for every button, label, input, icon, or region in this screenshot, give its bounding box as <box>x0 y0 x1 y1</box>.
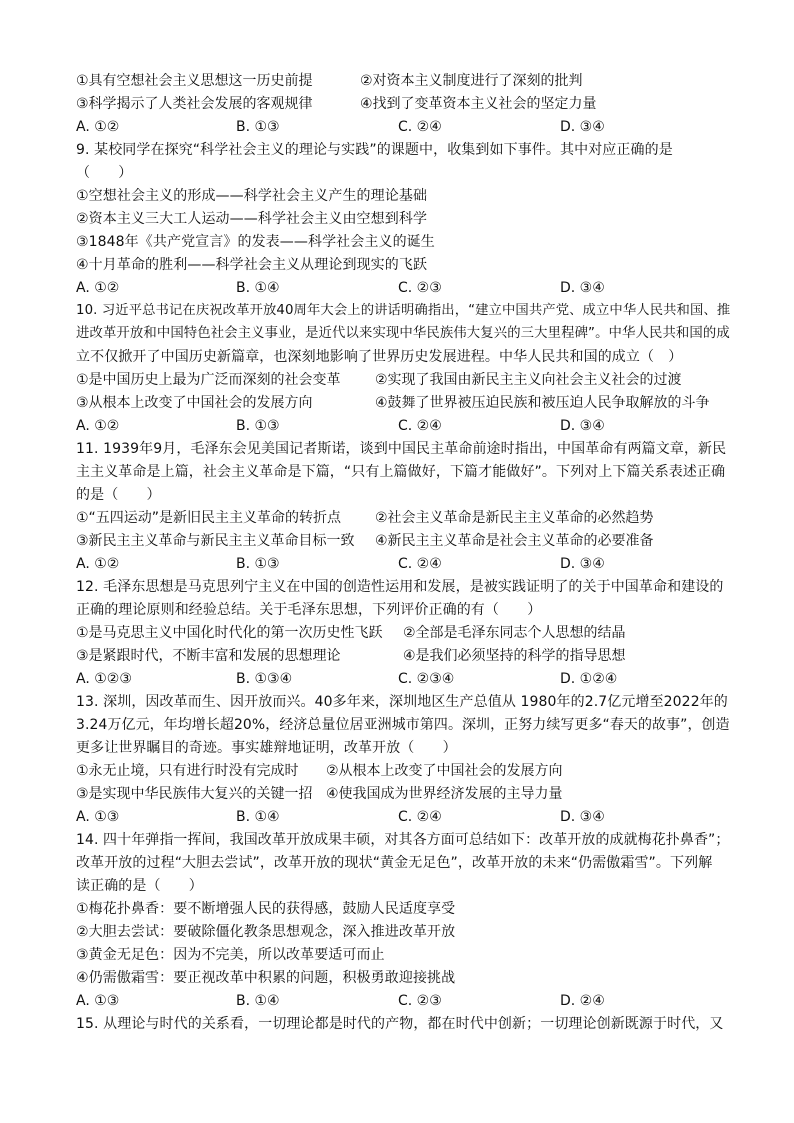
q13-option-b: B. ①④ <box>236 809 280 825</box>
q11-statement-3: ③新民主主义革命与新民主主义革命目标一致 <box>76 533 355 549</box>
q9-option-d: D. ③④ <box>560 280 605 296</box>
q14-statement-1: ①梅花扑鼻香：要不断增强人民的获得感，鼓励人民适度享受 <box>76 901 456 917</box>
q13-option-a: A. ①③ <box>76 809 120 825</box>
q10-stem-line-3: 立不仅掀开了中国历史新篇章，也深刻地影响了世界历史发展进程。中华人民共和国的成立（ ） <box>76 349 683 365</box>
q15-stem-line-1: 15. 从理论与时代的关系看，一切理论都是时代的产物，都在时代中创新；一切理论创新既源于时代，又 <box>76 1016 724 1032</box>
q14-statement-4: ④仍需傲霜雪：要正视改革中积累的问题，积极勇敢迎接挑战 <box>76 970 456 986</box>
q12-statement-2: ②全部是毛泽东同志个人思想的结晶 <box>403 625 626 641</box>
q14-statement-2: ②大胆去尝试：要破除僵化教条思想观念，深入推进改革开放 <box>76 924 456 940</box>
q8-option-c: C. ②④ <box>398 119 442 135</box>
q13-statement-2: ②从根本上改变了中国社会的发展方向 <box>326 763 563 779</box>
q12-stem-line-1: 12. 毛泽东思想是马克思列宁主义在中国的创造性运用和发展，是被实践证明了的关于中国革命和建设的 <box>76 579 724 595</box>
q14-stem-line-2: 改革开放的过程“大胆去尝试”，改革开放的现状“黄金无足色”，改革开放的未来“仍需傲霜雪”。下列解 <box>76 855 713 871</box>
q14-stem-line-3: 读正确的是（ ） <box>76 878 203 894</box>
q11-option-d: D. ③④ <box>560 556 605 572</box>
q13-option-d: D. ③④ <box>560 809 605 825</box>
q13-stem-line-3: 更多让世界瞩目的奇迹。事实雄辩地证明，改革开放（ ） <box>76 740 457 756</box>
q13-stem-line-1: 13. 深圳，因改革而生、因开放而兴。40多年来，深圳地区生产总值从 1980年的2.7亿元增至2022年的 <box>76 694 728 710</box>
q10-statement-3: ③从根本上改变了中国社会的发展方向 <box>76 395 313 411</box>
q10-option-d: D. ③④ <box>560 418 605 434</box>
q14-option-d: D. ②④ <box>560 993 605 1009</box>
q11-stem-line-2: 主主义革命是上篇，社会主义革命是下篇，“只有上篇做好，下篇才能做好”。下列对上下篇关系表述正确 <box>76 464 726 480</box>
q11-statement-4: ④新民主主义革命是社会主义革命的必要准备 <box>375 533 654 549</box>
q9-statement-3: ③1848年《共产党宣言》的发表——科学社会主义的诞生 <box>76 234 435 250</box>
q14-statement-3: ③黄金无足色：因为不完美，所以改革要适可而止 <box>76 947 385 963</box>
q8-option-a: A. ①② <box>76 119 120 135</box>
q10-option-a: A. ①② <box>76 418 120 434</box>
q10-statement-4: ④鼓舞了世界被压迫民族和被压迫人民争取解放的斗争 <box>375 395 710 411</box>
q9-option-a: A. ①② <box>76 280 120 296</box>
q12-statement-4: ④是我们必须坚持的科学的指导思想 <box>403 648 626 664</box>
q11-stem-line-3: 的是（ ） <box>76 487 161 503</box>
q9-option-c: C. ②③ <box>398 280 442 296</box>
q11-statement-1: ①“五四运动”是新旧民主主义革命的转折点 <box>76 510 342 526</box>
q10-statement-1: ①是中国历史上最为广泛而深刻的社会变革 <box>76 372 341 388</box>
q10-stem-line-1: 10. 习近平总书记在庆祝改革开放40周年大会上的讲话明确指出，“建立中国共产党、成立中华人民共和国、推 <box>76 303 731 318</box>
q11-option-a: A. ①② <box>76 556 120 572</box>
q13-statement-4: ④使我国成为世界经济发展的主导力量 <box>326 786 563 802</box>
q9-statement-1: ①空想社会主义的形成——科学社会主义产生的理论基础 <box>76 188 428 204</box>
q9-stem-line-2: （ ） <box>76 165 133 181</box>
q11-statement-2: ②社会主义革命是新民主主义革命的必然趋势 <box>375 510 654 526</box>
q8-statement-3: ③科学揭示了人类社会发展的客观规律 <box>76 96 313 112</box>
q9-stem-line-1: 9. 某校同学在探究“科学社会主义的理论与实践”的课题中，收集到如下事件。其中对应正确的是 <box>76 142 673 158</box>
q14-stem-line-1: 14. 四十年弹指一挥间，我国改革开放成果丰硕，对其各方面可总结如下：改革开放的成就梅花扑鼻香”； <box>76 832 730 848</box>
q12-statement-3: ③是紧跟时代，不断丰富和发展的思想理论 <box>76 648 341 664</box>
q11-option-c: C. ②④ <box>398 556 442 572</box>
q13-option-c: C. ②④ <box>398 809 442 825</box>
q12-option-a: A. ①②③ <box>76 671 132 687</box>
q10-option-b: B. ①③ <box>236 418 280 434</box>
q12-statement-1: ①是马克思主义中国化时代化的第一次历史性飞跃 <box>76 625 383 641</box>
q9-option-b: B. ①④ <box>236 280 280 296</box>
q9-statement-4: ④十月革命的胜利——科学社会主义从理论到现实的飞跃 <box>76 257 428 273</box>
q13-statement-1: ①永无止境，只有进行时没有完成时 <box>76 763 299 779</box>
q8-statement-2: ②对资本主义制度进行了深刻的批判 <box>360 73 583 89</box>
q10-option-c: C. ②④ <box>398 418 442 434</box>
q14-option-b: B. ①④ <box>236 993 280 1009</box>
q8-option-d: D. ③④ <box>560 119 605 135</box>
q10-stem-line-2: 进改革开放和中国特色社会主义事业，是近代以来实现中华民族伟大复兴的三大里程碑”。中华人民共和国的成 <box>76 326 730 341</box>
q11-stem-line-1: 11. 1939年9月，毛泽东会见美国记者斯诺，谈到中国民主革命前途时指出，中国革命有两篇文章，新民 <box>76 441 727 457</box>
q13-statement-3: ③是实现中华民族伟大复兴的关键一招 <box>76 786 313 802</box>
q8-statement-1: ①具有空想社会主义思想这一历史前提 <box>76 73 313 89</box>
q12-option-d: D. ①②④ <box>560 671 618 687</box>
q11-option-b: B. ①③ <box>236 556 280 572</box>
q12-option-c: C. ②③④ <box>398 671 455 687</box>
q10-statement-2: ②实现了我国由新民主主义向社会主义社会的过渡 <box>375 372 682 388</box>
q14-option-c: C. ②③ <box>398 993 442 1009</box>
q9-statement-2: ②资本主义三大工人运动——科学社会主义由空想到科学 <box>76 211 428 227</box>
q14-option-a: A. ①③ <box>76 993 120 1009</box>
q12-option-b: B. ①③④ <box>236 671 293 687</box>
q12-stem-line-2: 正确的理论原则和经验总结。关于毛泽东思想，下列评价正确的有（ ） <box>76 602 542 618</box>
q13-stem-line-2: 3.24万亿元，年均增长超20%，经济总量位居亚洲城市第四。深圳，正努力续写更多“春天的故事”，创造 <box>76 717 730 733</box>
q8-statement-4: ④找到了变革资本主义社会的坚定力量 <box>360 96 597 112</box>
q8-option-b: B. ①③ <box>236 119 280 135</box>
